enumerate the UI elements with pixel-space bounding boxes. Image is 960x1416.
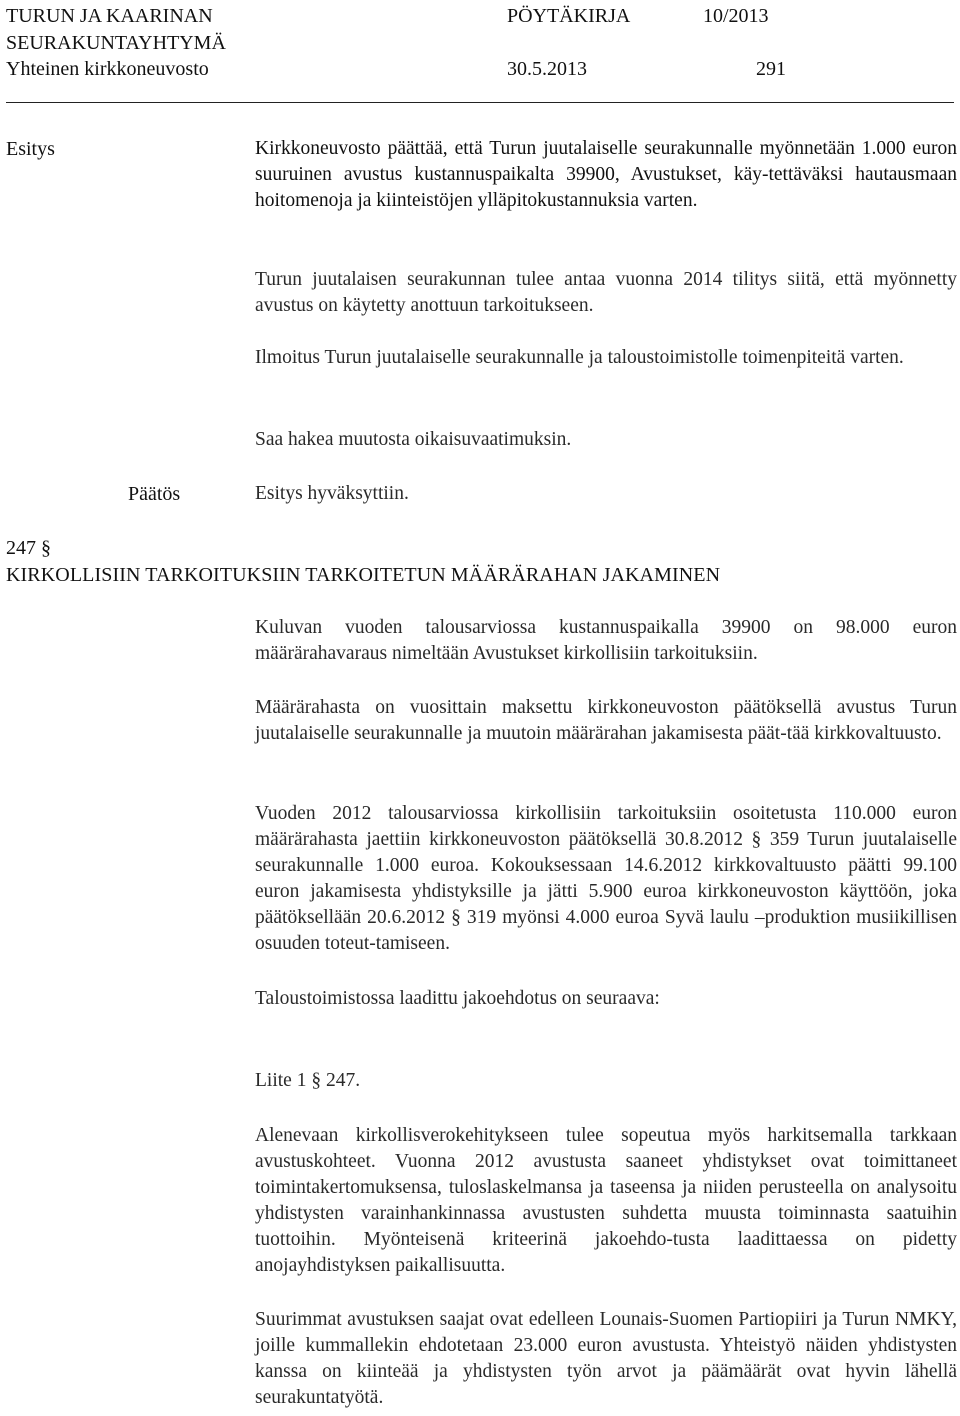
proposal-intro-paragraph: Taloustoimistossa laadittu jakoehdotus on seuraava: [255,988,660,1009]
section-number: 247 § [6,537,51,559]
reporting-paragraph: Turun juutalaisen seurakunnan tulee antaa vuonna 2014 tilitys siitä, että myönnetty avustus on käytetty anottuun tarkoitukseen. [255,269,957,316]
decision-text: Esitys hyväksyttiin. [255,483,409,504]
criteria-paragraph: Alenevaan kirkollisverokehitykseen tulee sopeutua myös harkitsemalla tarkkaan avustuskohteet. Vuonna 2012 avustusta saaneet yhdistykset ovat toimittaneet toimintakertomuksensa, tuloslaskelmansa ja taseensa ja niiden perusteella on analysoitu yhdistysten varainhankinnassa avustusten suhdetta muusta toiminnasta saatuihin tuottoihin. Myönteisenä kriteerinä jakoehdo-tusta laadittaessa on pidetty anojayhdistyksen paikallisuutta. [255,1125,957,1276]
proposal-paragraph: Kirkkoneuvosto päättää, että Turun juutalaiselle seurakunnalle myönnetään 1.000 euron suuruinen avustus kustannuspaikalta 39900, Avustukset, käy-tettäväksi hautausmaan hoitomenoja ja kiinteistöjen ylläpitokustannuksia varten. [255,138,957,211]
proposal-label: Esitys [6,138,55,160]
previous-year-paragraph: Vuoden 2012 talousarviossa kirkollisiin tarkoituksiin osoitetusta 110.000 euron määrärahasta jaettiin kirkkoneuvoston päätöksellä 30.8.2012 § 359 Turun juutalaiselle seurakunnalle 1.000 euroa. Kokouksessaan 14.6.2012 kirkkovaltuusto päätti 99.100 euron jakamisesta yhdistyksille ja jätti 5.900 euroa kirkkoneuvoston käyttöön, joka päätöksellään 20.6.2012 § 319 myönsi 4.000 euroa Syvä laulu –produktion musiikillisen osuuden toteut-tamiseen. [255,803,957,954]
decision-label: Päätös [128,483,181,505]
doc-type: PÖYTÄKIRJA [507,5,631,27]
meeting-date: 30.5.2013 [507,58,587,80]
doc-number: 10/2013 [703,5,769,27]
governing-body: Yhteinen kirkkoneuvosto [6,58,209,80]
budget-paragraph: Kuluvan vuoden talousarviossa kustannuspaikalla 39900 on 98.000 euron määrärahavaraus nimeltään Avustukset kirkollisiin tarkoituksiin. [255,617,957,664]
notice-paragraph: Ilmoitus Turun juutalaiselle seurakunnalle ja taloustoimistolle toimenpiteitä varten. [255,347,904,368]
section-title: KIRKOLLISIIN TARKOITUKSIIN TARKOITETUN MÄÄRÄRAHAN JAKAMINEN [6,564,721,586]
org-name-line2: SEURAKUNTAYHTYMÄ [6,32,226,54]
page-number: 291 [756,58,786,80]
org-name-line1: TURUN JA KAARINAN [6,5,213,27]
header-divider [6,102,954,103]
attachment-reference: Liite 1 § 247. [255,1070,361,1091]
appeal-paragraph: Saa hakea muutosta oikaisuvaatimuksin. [255,429,572,450]
allocation-history-paragraph: Määrärahasta on vuosittain maksettu kirkkoneuvoston päätöksellä avustus Turun juutalaiselle seurakunnalle ja muutoin määrärahan jakamisesta päät-tää kirkkovaltuusto. [255,697,957,744]
largest-recipients-paragraph: Suurimmat avustuksen saajat ovat edelleen Lounais-Suomen Partiopiiri ja Turun NMKY, joille kummallekin ehdotetaan 23.000 euron avustusta. Yhteistyö näiden yhdistysten kanssa on kiinteää ja yhdistysten työn arvot ja päämäärät ovat hyvin lähellä seurakuntatyötä. [255,1309,957,1408]
